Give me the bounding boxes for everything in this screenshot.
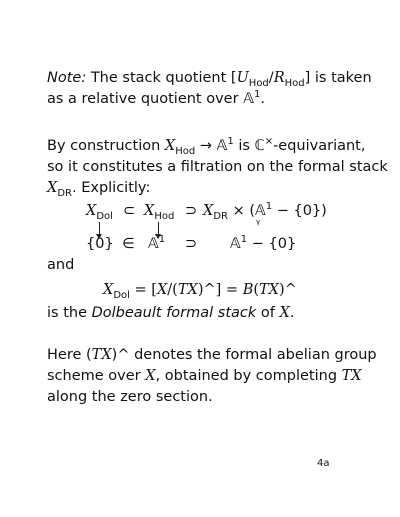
sup-1: 1 (265, 201, 273, 212)
sup-1: 1 (227, 136, 234, 147)
sub-hod: Hod (175, 146, 196, 157)
sub-dr: DR (213, 211, 228, 222)
affine-line-symbol: 𝔸 (243, 91, 254, 107)
math-X: X (279, 305, 290, 321)
para-text: Here ( (47, 347, 92, 363)
para3-line-2 (47, 367, 362, 385)
sub-hod: Hod (154, 211, 175, 222)
para-text: along the zero section. (47, 389, 213, 405)
para-text: , obtained by completing (155, 368, 342, 384)
math-text: ( (253, 282, 260, 298)
affine-line-symbol: 𝔸 (216, 138, 228, 154)
math-X: X (47, 180, 58, 196)
note-text: as a relative quotient over (47, 91, 244, 107)
slash: / (268, 70, 274, 86)
affine-line-symbol: 𝔸 (148, 236, 159, 252)
math-TX: TX (91, 347, 112, 363)
sup-1: 1 (158, 234, 166, 245)
element-of-symbol: ∈ (122, 236, 135, 252)
para1-line-2 (47, 158, 388, 176)
sub-dol: Dol (96, 211, 113, 222)
math-text: )^] = (197, 282, 243, 298)
math-TX: TX (259, 282, 280, 298)
math-text: = [ (129, 282, 157, 298)
note-text: The stack quotient [ (86, 70, 237, 86)
math-X: X (86, 203, 97, 219)
para3-line-3 (47, 388, 213, 406)
sup-1: 1 (253, 89, 261, 100)
affine-line-symbol: 𝔸 (255, 203, 266, 219)
sub-hod: Hod (248, 78, 269, 89)
affine-line-symbol: 𝔸 (230, 236, 241, 252)
subset-symbol: ⊂ (123, 203, 136, 219)
para-text: is the (47, 305, 92, 321)
para1-line-3 (47, 179, 150, 199)
diagram-x-hod (144, 203, 175, 222)
math-text: − {0} (247, 236, 297, 252)
math-TX: TX (341, 368, 362, 384)
note-text: ] is taken (304, 70, 372, 86)
sup-times: × (264, 136, 274, 147)
math-TX: TX (177, 282, 198, 298)
para-text: )^ denotes the formal abelian group (111, 347, 377, 363)
para-text: By construction (47, 138, 165, 154)
math-X: X (156, 282, 168, 298)
diagram-punctured-line (230, 236, 296, 252)
para-text: scheme over (47, 368, 146, 384)
para-text: . Explicitly: (71, 180, 151, 196)
math-R: R (273, 70, 285, 86)
diagram-x-dr-product (203, 201, 327, 222)
math-X: X (164, 138, 176, 154)
supset-symbol: ⊃ (185, 203, 198, 219)
arrow: → (195, 138, 217, 154)
para-text: -equivariant, (273, 138, 366, 154)
math-X: X (144, 203, 155, 219)
page-number: 4a (317, 458, 330, 469)
math-X: X (145, 368, 156, 384)
note-text: . (260, 91, 265, 107)
sub-dr: DR (57, 188, 72, 199)
diagram-x-dol (86, 203, 113, 222)
para3-line-1 (47, 346, 377, 364)
supset-symbol: ⊃ (185, 236, 198, 252)
math-text: )^ (279, 282, 297, 298)
para-text: of (256, 305, 280, 321)
complex-symbol: ℂ (254, 138, 265, 154)
math-text: × ( (227, 203, 256, 219)
note-label: Note: (47, 70, 87, 86)
note-line-1 (47, 69, 372, 89)
note-line-2 (47, 90, 265, 110)
dolbeault-equation (103, 282, 297, 301)
diagram-affine-line (148, 236, 165, 252)
para-text: is (233, 138, 255, 154)
sub-dol: Dol (113, 290, 130, 301)
para2-line (47, 304, 294, 322)
small-mark: γ (256, 218, 261, 226)
para-text: so it constitutes a filtration on the formal stack (47, 159, 388, 175)
math-B: B (242, 282, 254, 298)
sub-hod: Hod (284, 78, 305, 89)
diagram-zero-set: {0} (86, 236, 114, 252)
math-text: − {0}) (272, 203, 327, 219)
math-X: X (103, 282, 114, 298)
para1-line-1 (47, 137, 365, 157)
math-X: X (203, 203, 214, 219)
and-text: and (47, 257, 75, 273)
term-emphasis: Dolbeault formal stack (91, 305, 257, 321)
math-U: U (236, 70, 249, 86)
para-text: . (289, 305, 295, 321)
sup-1: 1 (240, 234, 248, 245)
math-text: /( (167, 282, 178, 298)
